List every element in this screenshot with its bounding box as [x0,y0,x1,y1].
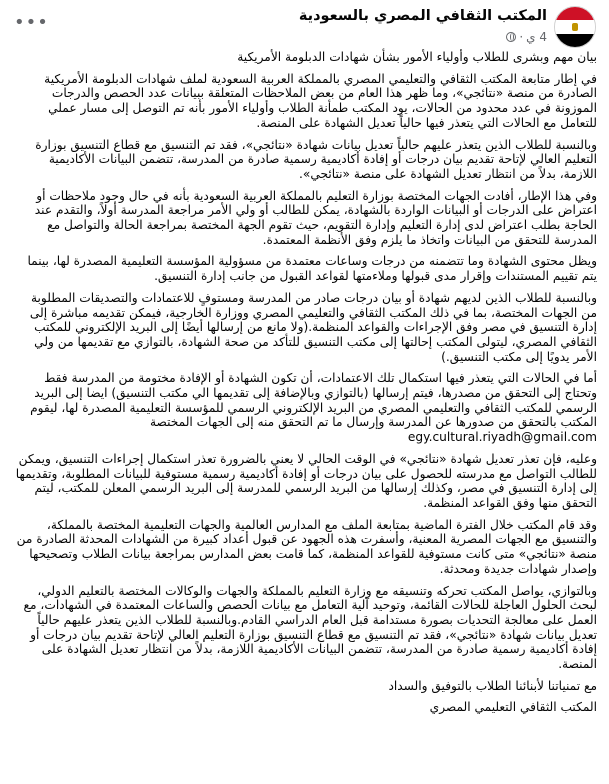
post-meta [506,30,547,44]
post-body [12,50,597,715]
email-link[interactable]: egy.cultural.riyadh@gmail.com [407,430,597,445]
globe-icon [506,32,516,42]
post-paragraph: وفي هذا الإطار، أفادت الجهات المختصة بوزارة التعليم بالمملكة العربية السعودية بأنه في حال وجود ملاحظات أو اعتراض على الدرجات أو البيانات الواردة بالشهادة، يمكن للطالب أو ولي الأمر مراجعة المدرسة أولاً، والتقدم عند الحاجة بطلب اعتراض لدى إدارة التعليم وإدارة التقويم، حيث تقوم الجهة المختصة بمراجعة الحالة والتواصل مع المدرسة للتحقق من البيانات واتخاذ ما يلزم وفق الأنظمة المعتمدة. [34,188,597,247]
post-paragraph: وبالنسبة للطلاب الذين يتعذر عليهم حالياً تعديل بيانات شهادة «نتائجي»، فقد تم التنسيق مع قطاع التنسيق بوزارة التعليم العالي لإتاحة تقديم بيان درجات أو إفادة أكاديمية رسمية صادرة من المدرسة، تتضمن البيانات الأكاديمية اللازمة، بدلاً من انتظار تعديل الشهادة على منصة «نتائجي». [35,137,597,181]
page-name[interactable]: المكتب الثقافي المصري بالسعودية [298,8,547,24]
post-headline: بيان مهم وبشرى للطلاب وأولياء الأمور بشأن شهادات الدبلومة الأمريكية [237,50,597,64]
post-paragraph: وبالنسبة للطلاب الذين لديهم شهادة أو بيان درجات صادر من المدرسة ومستوفٍ للاعتمادات والتصديقات المطلوبة من الجهات المختصة، بما في ذلك المكتب الثقافي والتعليمي المصري ووزارة الخارجية، فيمكن تقديمه مباشرة إلى إدارة التنسيق في مصر وفق الإجراءات والقواعد المنظمة.(ولا مانع من إرسالها أيضًا إلى البريد الإلكتروني للمكتب الثقافي المصري، ليتولى المكتب إحالتها إلى مكتب التنسيق للتأكد من صحة الشهادة، بالتوازي مع تقديمها من ولي الأمر يدويًا إلى مكتب التنسيق.) [29,290,597,364]
post-paragraph: وبالتوازي، يواصل المكتب تحركه وتنسيقه مع وزارة التعليم بالمملكة والجهات والوكالات المختصة بالتعليم الدولي، لبحث الحلول العاجلة للحالات القائمة، وتوحيد آلية التعامل مع بيانات الحصص والساعات المعتمدة في الشهادات، مع العمل على معالجة التحديات بصورة مستدامة قبل العام الدراسي القادم.وبالنسبة للطلاب الذين يتعذر عليهم حالياً تعديل بيانات شهادة «نتائجي»، فقد تم التنسيق مع قطاع التنسيق بوزارة التعليم العالي لإتاحة تقديم بيان درجات أو إفادة أكاديمية رسمية صادرة من المدرسة، تتضمن البيانات الأكاديمية اللازمة، بدلاً من انتظار تعديل الشهادة على المنصة. [23,583,597,672]
flag-black-stripe [555,34,595,47]
post-time[interactable]: 4 ي [526,30,547,44]
eagle-icon [572,23,578,31]
meta-separator: · [519,30,524,44]
post-paragraph: ويظل محتوى الشهادة وما تتضمنه من درجات وساعات معتمدة من مسؤولية المؤسسة التعليمية المصدرة لها، بينما يتم تقييم المستندات وإقرار مدى قبولها وملاءمتها لقواعد القبول من جانب إدارة التنسيق. [27,254,597,284]
post-paragraph-text: أما في الحالات التي يتعذر فيها استكمال تلك الاعتمادات، أن تكون الشهادة أو الإفادة مختومة من المدرسة فقط وتحتاج إلى التحقق من مصدرها، فيتم إرسالها (بالتوازي وبالإضافة إلى تقديمها الي مكتب التنسيق) ايضا إلى البريد الرسمي للمكتب الثقافي والتعليمي المصري من البريد الإلكتروني الرسمي للمؤسسة التعليمية المصدرة لها، ليقوم المكتب بالتحقق من صدورها عن المدرسة وإرسال ما تم التحقق منه إلى الجهات المختصة [30,371,597,430]
post-header [0,0,609,50]
flag-red-stripe [555,7,595,20]
post-paragraph [12,371,597,445]
more-horizontal-icon[interactable]: ••• [14,12,49,33]
post-paragraph: في إطار متابعة المكتب الثقافي والتعليمي المصري بالمملكة العربية السعودية لملف شهادات الدبلومة الأمريكية الصادرة من منصة «نتائجي»، وما ظهر هذا العام من بعض الملاحظات المتعلقة ببيانات عدد الحصص والدرجات الموزونة في عدد محدود من الحالات، يود المكتب طمأنة الطلاب وأولياء الأمور بأنه تم التوصل إلى مسار عملي للتعامل مع الحالات التي يتعذر فيها حالياً تعديل الشهادة على المنصة. [44,71,597,130]
closing-line: مع تمنياتنا لأبنائنا الطلاب بالتوفيق والسداد [388,678,597,693]
signature: المكتب الثقافي التعليمي المصري [429,700,597,715]
post-paragraph: وعليه، فإن تعذر تعديل شهادة «نتائجي» في الوقت الحالي لا يعني بالضرورة تعذر استكمال إجراءات التنسيق، ويمكن للطالب التواصل مع مدرسته للحصول على بيان درجات أو إفادة أكاديمية رسمية مستوفية للبيانات المطلوبة، وتقديمها إلى إدارة التنسيق في مصر، وكذلك إرسالها من البريد الرسمي للمدرسة إلى البريد الرسمي المعلن للمكتب، ليتم التحقق منها وفق القواعد المنظمة. [15,451,597,510]
flag-white-stripe [555,20,595,34]
post-paragraph: وقد قام المكتب خلال الفترة الماضية بمتابعة الملف مع المدارس العالمية والجهات التعليمية المختصة بالمملكة، والتنسيق مع الجهات المصرية المعنية، وأسفرت هذه الجهود عن قبول أعداد كبيرة من الشهادات المحدثة الصادرة من منصة «نتائجي» متى كانت مستوفية للقواعد المنظمة، كما قامت بعض المدارس بمراجعة بيانات الطلاب وتصحيحها وإصدار شهادات جديدة ومحدثة. [16,517,597,576]
page-avatar[interactable] [554,6,596,48]
